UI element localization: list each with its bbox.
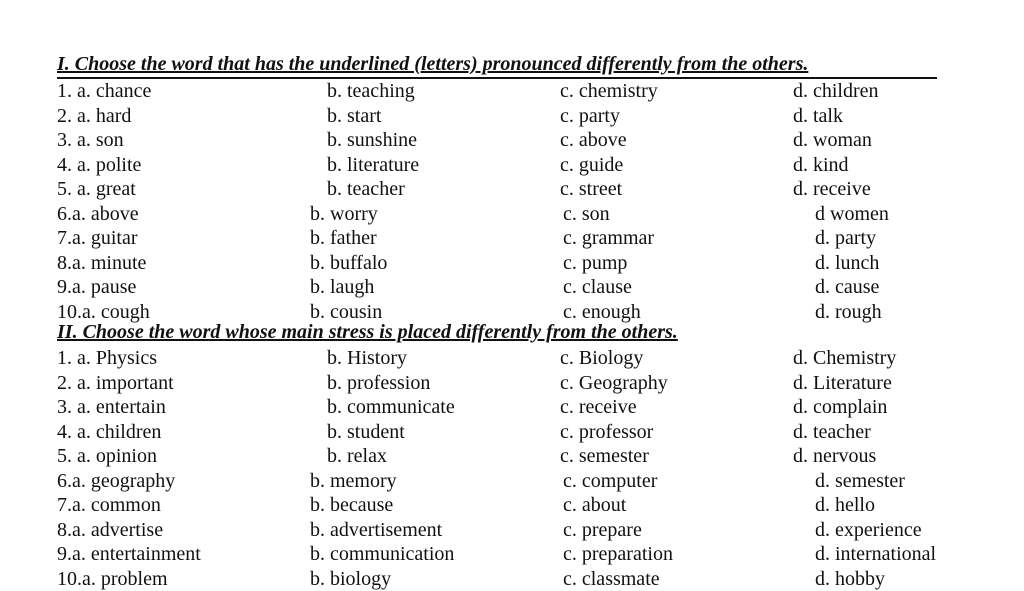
option-a: 8.a. minute (57, 251, 146, 275)
option-b: b. teacher (327, 177, 405, 201)
question-row (0, 104, 1024, 129)
option-d: d women (815, 202, 889, 226)
option-c: c. computer (563, 469, 657, 493)
option-c: c. classmate (563, 567, 660, 591)
option-a: 5. a. great (57, 177, 136, 201)
question-row (0, 420, 1024, 445)
option-b: b. literature (327, 153, 419, 177)
option-b: b. advertisement (310, 518, 442, 542)
question-row (0, 469, 1024, 494)
option-a: 1. a. Physics (57, 346, 157, 370)
option-a: 3. a. entertain (57, 395, 166, 419)
option-a: 4. a. polite (57, 153, 141, 177)
question-row (0, 444, 1024, 469)
question-row (0, 202, 1024, 227)
question-row (0, 128, 1024, 153)
option-c: c. son (563, 202, 610, 226)
question-row (0, 371, 1024, 396)
question-row (0, 395, 1024, 420)
option-c: c. receive (560, 395, 637, 419)
option-c: c. party (560, 104, 620, 128)
option-a: 4. a. children (57, 420, 161, 444)
option-a: 6.a. above (57, 202, 139, 226)
option-c: c. preparation (563, 542, 673, 566)
question-row (0, 153, 1024, 178)
option-b: b. laugh (310, 275, 374, 299)
option-b: b. because (310, 493, 393, 517)
question-row (0, 251, 1024, 276)
option-d: d. semester (815, 469, 905, 493)
option-a: 3. a. son (57, 128, 124, 152)
option-d: d. nervous (793, 444, 876, 468)
option-d: d. experience (815, 518, 922, 542)
section-1-title: I. Choose the word that has the underlined (letters) pronounced differently from the others. (57, 53, 808, 75)
option-b: b. teaching (327, 79, 415, 103)
option-c: c. grammar (563, 226, 654, 250)
option-c: c. prepare (563, 518, 642, 542)
question-row (0, 567, 1024, 591)
option-d: d. rough (815, 300, 882, 324)
option-a: 10.a. problem (57, 567, 168, 591)
option-d: d. Chemistry (793, 346, 896, 370)
option-b: b. biology (310, 567, 391, 591)
option-c: c. enough (563, 300, 641, 324)
option-a: 2. a. hard (57, 104, 131, 128)
question-row (0, 177, 1024, 202)
option-c: c. Biology (560, 346, 643, 370)
option-a: 7.a. guitar (57, 226, 138, 250)
option-b: b. History (327, 346, 407, 370)
option-d: d. party (815, 226, 876, 250)
question-row (0, 79, 1024, 104)
option-a: 8.a. advertise (57, 518, 163, 542)
option-b: b. profession (327, 371, 430, 395)
option-c: c. semester (560, 444, 649, 468)
option-c: c. pump (563, 251, 627, 275)
option-b: b. worry (310, 202, 378, 226)
option-d: d. children (793, 79, 879, 103)
option-d: d. woman (793, 128, 872, 152)
option-d: d. Literature (793, 371, 892, 395)
option-a: 5. a. opinion (57, 444, 157, 468)
option-a: 7.a. common (57, 493, 161, 517)
option-b: b. communication (310, 542, 454, 566)
option-d: d. hobby (815, 567, 885, 591)
option-b: b. start (327, 104, 381, 128)
option-c: c. about (563, 493, 626, 517)
option-b: b. father (310, 226, 377, 250)
option-d: d. teacher (793, 420, 871, 444)
question-row (0, 226, 1024, 251)
option-b: b. buffalo (310, 251, 387, 275)
option-d: d. international (815, 542, 936, 566)
section-2-list (0, 346, 1024, 591)
question-row (0, 346, 1024, 371)
option-a: 2. a. important (57, 371, 174, 395)
option-b: b. sunshine (327, 128, 417, 152)
option-b: b. cousin (310, 300, 382, 324)
option-c: c. Geography (560, 371, 668, 395)
section-1-list (0, 79, 1024, 324)
option-b: b. relax (327, 444, 387, 468)
question-row (0, 542, 1024, 567)
option-c: c. professor (560, 420, 653, 444)
question-row (0, 493, 1024, 518)
option-d: d. talk (793, 104, 843, 128)
option-a: 1. a. chance (57, 79, 151, 103)
option-d: d. hello (815, 493, 875, 517)
option-a: 10.a. cough (57, 300, 150, 324)
option-c: c. clause (563, 275, 632, 299)
option-b: b. memory (310, 469, 397, 493)
question-row (0, 518, 1024, 543)
question-row (0, 275, 1024, 300)
option-a: 9.a. pause (57, 275, 136, 299)
option-d: d. cause (815, 275, 879, 299)
option-b: b. student (327, 420, 405, 444)
option-d: d. kind (793, 153, 849, 177)
option-d: d. lunch (815, 251, 879, 275)
option-c: c. above (560, 128, 627, 152)
option-c: c. street (560, 177, 622, 201)
option-a: 9.a. entertainment (57, 542, 201, 566)
option-d: d. complain (793, 395, 887, 419)
option-c: c. chemistry (560, 79, 658, 103)
option-a: 6.a. geography (57, 469, 175, 493)
option-d: d. receive (793, 177, 871, 201)
option-c: c. guide (560, 153, 623, 177)
section-2-title: II. Choose the word whose main stress is placed differently from the others. (57, 321, 678, 343)
option-b: b. communicate (327, 395, 455, 419)
